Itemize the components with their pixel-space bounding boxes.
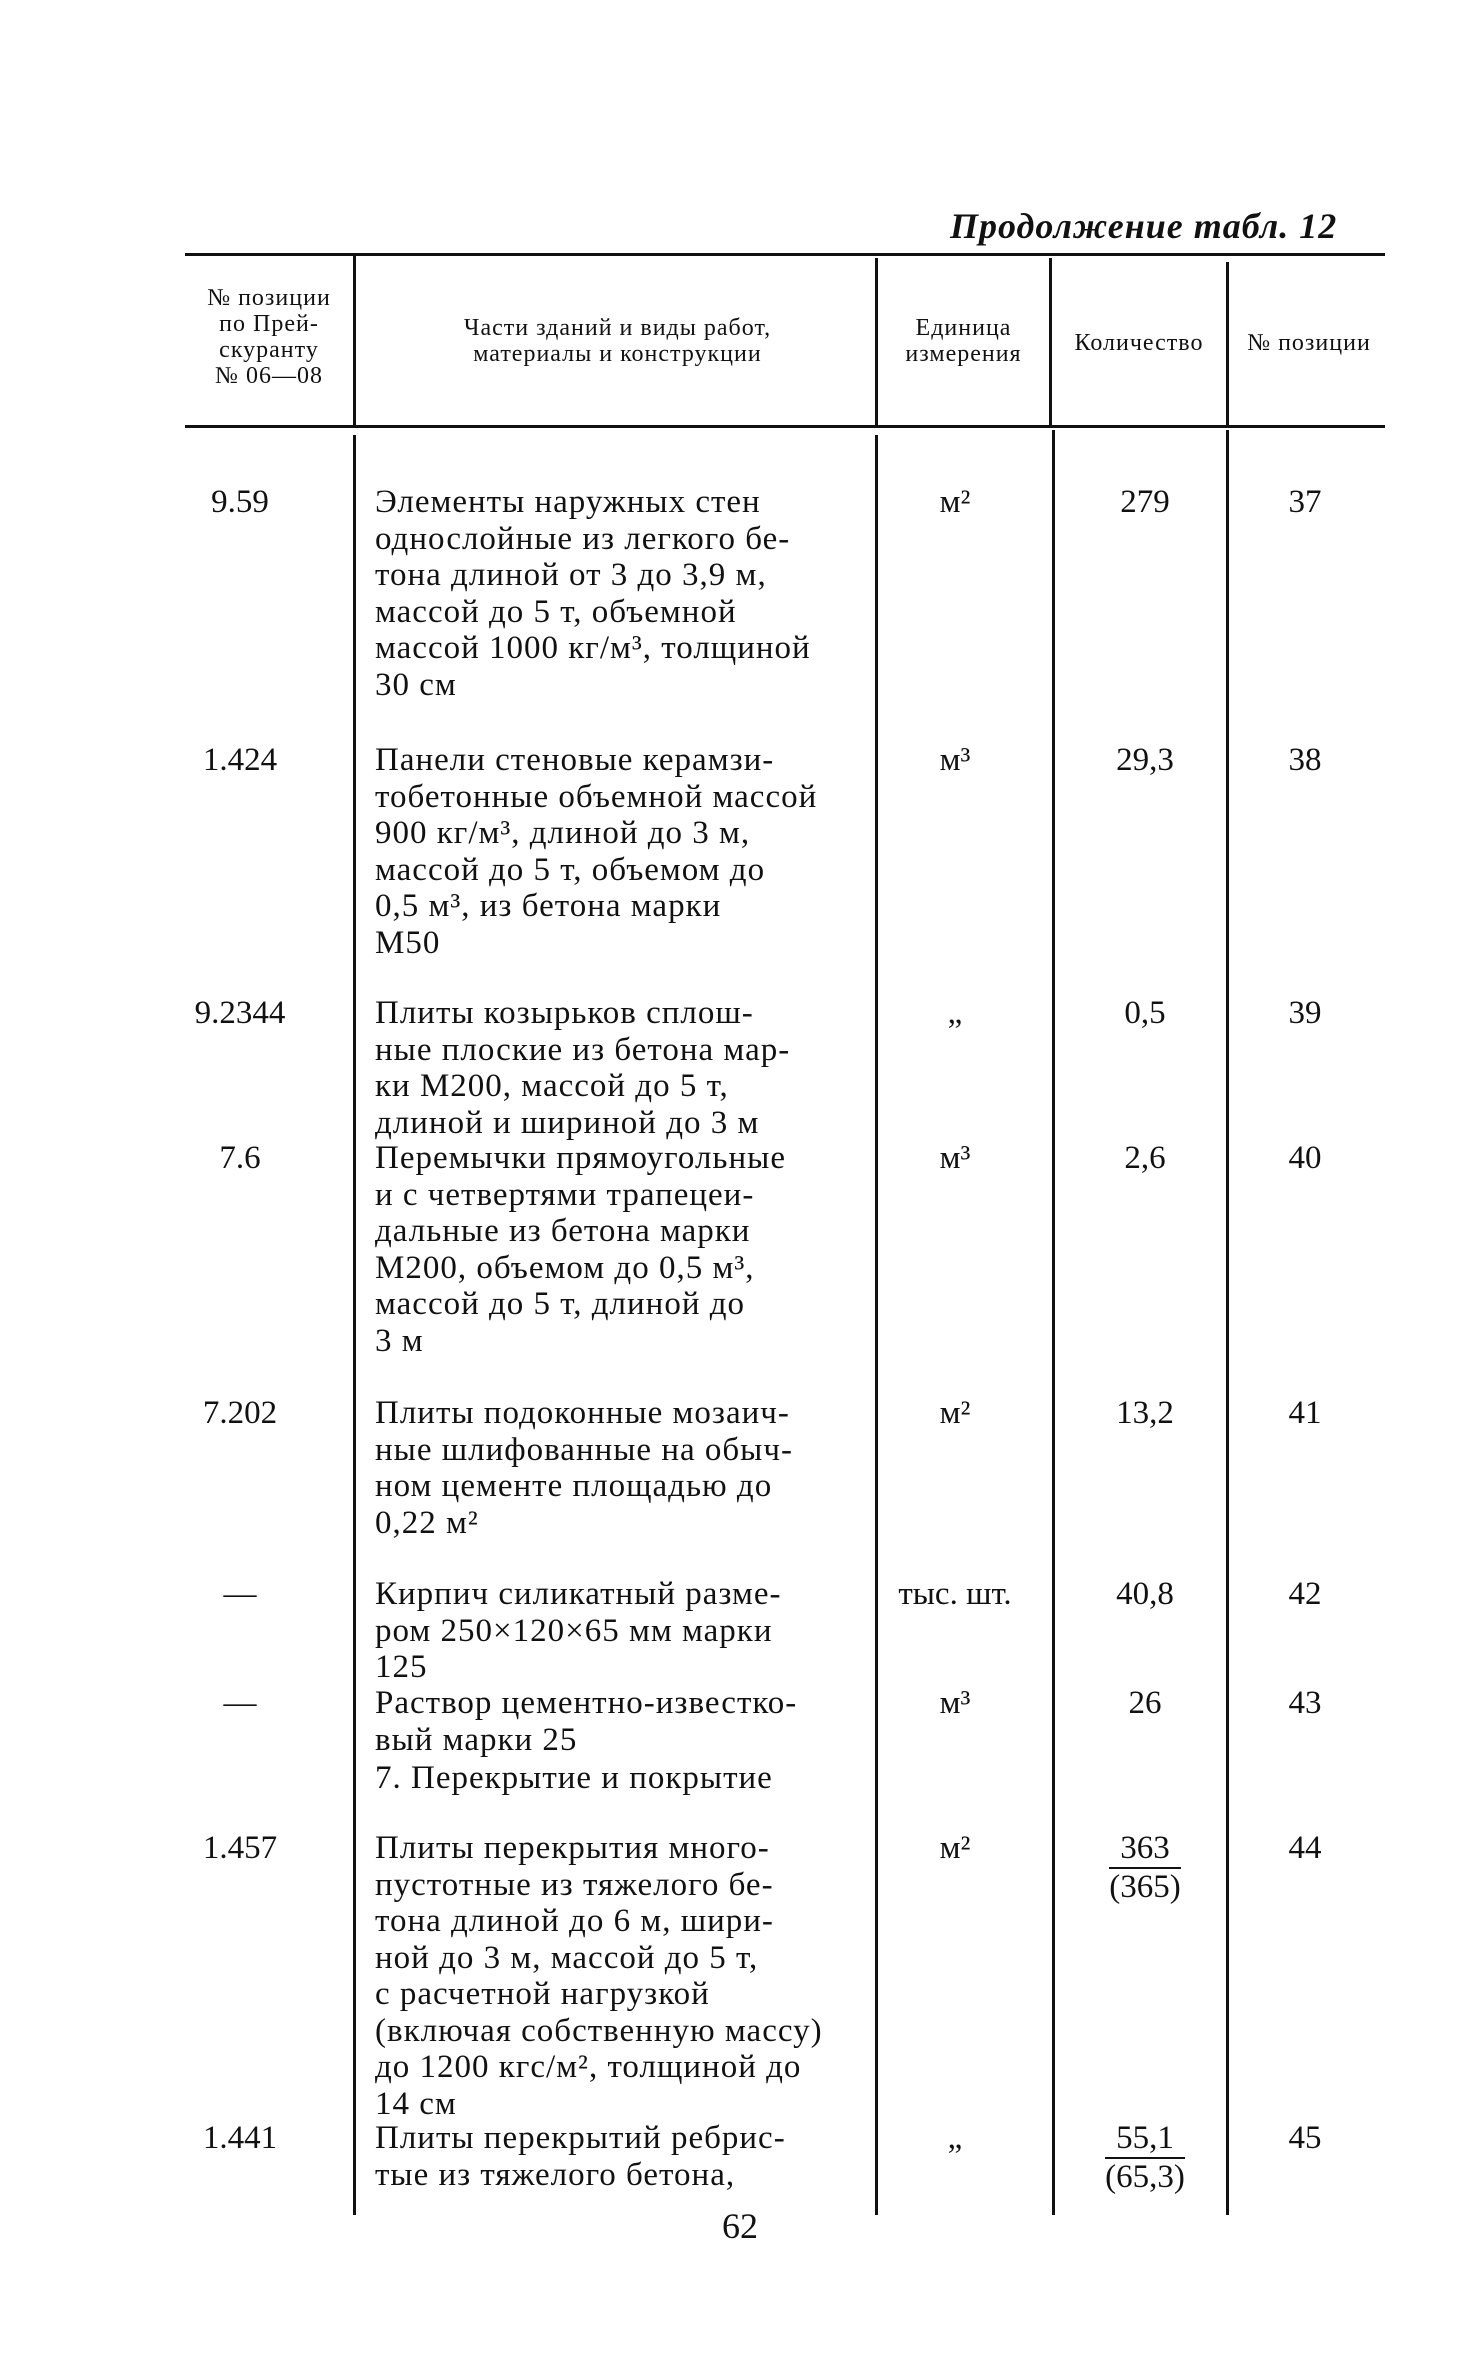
quantity-fraction bbox=[1105, 2120, 1185, 2195]
header-position bbox=[1229, 330, 1389, 356]
desc-line: тона длиной от 3 до 3,9 м, bbox=[375, 557, 767, 593]
body-divider-2 bbox=[875, 435, 878, 2215]
desc-line: 125 bbox=[375, 1649, 428, 1685]
header-line: материалы и конструкции bbox=[473, 341, 762, 367]
row-description bbox=[375, 1830, 875, 2122]
desc-line: тобетонные объемной массой bbox=[375, 778, 818, 815]
desc-line: 7. Перекрытие и покрытие bbox=[375, 1760, 773, 1796]
desc-line: Кирпич силикатный разме- bbox=[375, 1576, 782, 1612]
row-code: 9.59 bbox=[211, 484, 269, 520]
quantity-alt-value: (65,3) bbox=[1105, 2158, 1185, 2195]
row-unit: „ bbox=[947, 2120, 963, 2156]
row-quantity: 40,8 bbox=[1116, 1576, 1174, 1612]
desc-line: вый марки 25 bbox=[375, 1721, 578, 1758]
header-line: № 06—08 bbox=[215, 363, 323, 389]
desc-line: ные шлифованные на обыч- bbox=[375, 1431, 793, 1468]
desc-line: ном цементе площадью до bbox=[375, 1468, 773, 1504]
desc-line: массой 1000 кг/м³, толщиной bbox=[375, 630, 811, 666]
quantity-value: 363 bbox=[1109, 1830, 1180, 1869]
header-top-rule bbox=[185, 253, 1385, 256]
desc-line: с расчетной нагрузкой bbox=[375, 1976, 710, 2012]
header-divider-1 bbox=[353, 255, 356, 425]
header-quantity bbox=[1052, 330, 1226, 356]
row-position: 41 bbox=[1288, 1395, 1322, 1431]
row-quantity: 29,3 bbox=[1116, 742, 1174, 778]
header-line: по Прей- bbox=[219, 311, 319, 337]
header-line: скуранту bbox=[219, 337, 319, 363]
desc-line: до 1200 кгс/м², толщиной до bbox=[375, 2049, 802, 2085]
row-quantity: 26 bbox=[1128, 1685, 1162, 1721]
row-description bbox=[375, 1685, 875, 1758]
desc-line: 3 м bbox=[375, 1322, 424, 1359]
desc-line: Плиты перекрытий ребрис- bbox=[375, 2120, 786, 2156]
row-unit: тыс. шт. bbox=[898, 1576, 1012, 1612]
desc-line: Плиты подоконные мозаич- bbox=[375, 1395, 790, 1431]
desc-line: 14 см bbox=[375, 2085, 457, 2122]
body-divider-1 bbox=[353, 435, 356, 2215]
row-quantity: 13,2 bbox=[1116, 1395, 1174, 1431]
desc-line: Плиты козырьков сплош- bbox=[375, 995, 754, 1031]
header-line: Части зданий и виды работ, bbox=[463, 315, 772, 341]
row-unit: м³ bbox=[939, 742, 971, 778]
header-price-list-position bbox=[185, 285, 353, 389]
row-code: 1.424 bbox=[202, 742, 278, 778]
row-quantity bbox=[1060, 2120, 1230, 2195]
row-position: 37 bbox=[1288, 484, 1322, 520]
row-quantity: 2,6 bbox=[1124, 1140, 1166, 1176]
desc-line: однослойные из легкого бе- bbox=[375, 520, 791, 557]
desc-line: ные плоские из бетона мар- bbox=[375, 1031, 791, 1068]
quantity-value: 55,1 bbox=[1105, 2120, 1185, 2159]
quantity-alt-value: (365) bbox=[1109, 1868, 1181, 1905]
header-line: Единица bbox=[915, 315, 1012, 341]
row-code: — bbox=[223, 1576, 257, 1612]
row-description bbox=[375, 995, 875, 1141]
row-unit: „ bbox=[947, 995, 963, 1031]
desc-line: пустотные из тяжелого бе- bbox=[375, 1866, 774, 1903]
row-quantity: 279 bbox=[1120, 484, 1170, 520]
desc-line: Плиты перекрытия много- bbox=[375, 1830, 770, 1866]
body-divider-3 bbox=[1052, 430, 1055, 2215]
row-unit: м³ bbox=[939, 1685, 971, 1721]
row-position: 44 bbox=[1288, 1830, 1322, 1866]
row-description bbox=[375, 1576, 875, 1686]
desc-line: М50 bbox=[375, 924, 441, 961]
row-position: 42 bbox=[1288, 1576, 1322, 1612]
row-position: 45 bbox=[1288, 2120, 1322, 2156]
desc-line: массой до 5 т, длиной до bbox=[375, 1286, 746, 1322]
row-description bbox=[375, 742, 875, 961]
desc-line: М200, объемом до 0,5 м³, bbox=[375, 1249, 755, 1286]
row-code: 7.6 bbox=[219, 1140, 261, 1176]
page-number: 62 bbox=[722, 2206, 758, 2246]
desc-line: ной до 3 м, массой до 5 т, bbox=[375, 1939, 759, 1976]
desc-line: массой до 5 т, объемом до bbox=[375, 851, 766, 888]
header-line: измерения bbox=[905, 341, 1022, 367]
body-divider-4 bbox=[1226, 430, 1229, 2215]
row-quantity bbox=[1060, 1830, 1230, 1905]
desc-line: дальные из бетона марки bbox=[375, 1213, 751, 1249]
row-position: 43 bbox=[1288, 1685, 1322, 1721]
desc-line: и с четвертями трапецеи- bbox=[375, 1176, 755, 1213]
row-code: 1.457 bbox=[202, 1830, 278, 1866]
header-parts-and-works bbox=[360, 315, 875, 367]
row-description bbox=[375, 1140, 875, 1359]
row-description bbox=[375, 2120, 875, 2193]
header-line: № позиции bbox=[1247, 330, 1371, 356]
desc-line: 0,22 м² bbox=[375, 1504, 479, 1541]
row-code: 1.441 bbox=[202, 2120, 278, 2156]
quantity-fraction bbox=[1109, 1830, 1180, 1905]
row-quantity: 0,5 bbox=[1124, 995, 1166, 1031]
header-bottom-rule bbox=[185, 425, 1385, 428]
row-position: 38 bbox=[1288, 742, 1322, 778]
desc-line: 900 кг/м³, длиной до 3 м, bbox=[375, 815, 751, 851]
header-line: Количество bbox=[1074, 330, 1204, 356]
desc-line: ром 250×120×65 мм марки bbox=[375, 1612, 773, 1649]
row-code: 9.2344 bbox=[194, 995, 286, 1031]
header-line: № позиции bbox=[207, 285, 331, 311]
desc-line: массой до 5 т, объемной bbox=[375, 593, 737, 630]
desc-line: 30 см bbox=[375, 666, 457, 703]
row-position: 40 bbox=[1288, 1140, 1322, 1176]
desc-line: Раствор цементно-известко- bbox=[375, 1685, 798, 1721]
desc-line: Панели стеновые керамзи- bbox=[375, 742, 775, 778]
desc-line: тона длиной до 6 м, шири- bbox=[375, 1903, 774, 1939]
desc-line: Перемычки прямоугольные bbox=[375, 1140, 786, 1176]
row-description bbox=[375, 484, 875, 703]
desc-line: (включая собственную массу) bbox=[375, 2012, 823, 2049]
desc-line: 0,5 м³, из бетона марки bbox=[375, 888, 722, 924]
row-code: 7.202 bbox=[202, 1395, 278, 1431]
section-heading bbox=[375, 1760, 875, 1797]
desc-line: длиной и шириной до 3 м bbox=[375, 1104, 760, 1141]
desc-line: тые из тяжелого бетона, bbox=[375, 2156, 736, 2193]
desc-line: Элементы наружных стен bbox=[375, 484, 761, 520]
row-unit: м² bbox=[939, 484, 971, 520]
row-unit: м² bbox=[939, 1830, 971, 1866]
row-unit: м² bbox=[939, 1395, 971, 1431]
row-description bbox=[375, 1395, 875, 1541]
table-caption: Продолжение табл. 12 bbox=[950, 206, 1338, 246]
row-position: 39 bbox=[1288, 995, 1322, 1031]
row-code: — bbox=[223, 1685, 257, 1721]
desc-line: ки М200, массой до 5 т, bbox=[375, 1068, 729, 1104]
header-unit bbox=[878, 315, 1049, 367]
row-unit: м³ bbox=[939, 1140, 971, 1176]
